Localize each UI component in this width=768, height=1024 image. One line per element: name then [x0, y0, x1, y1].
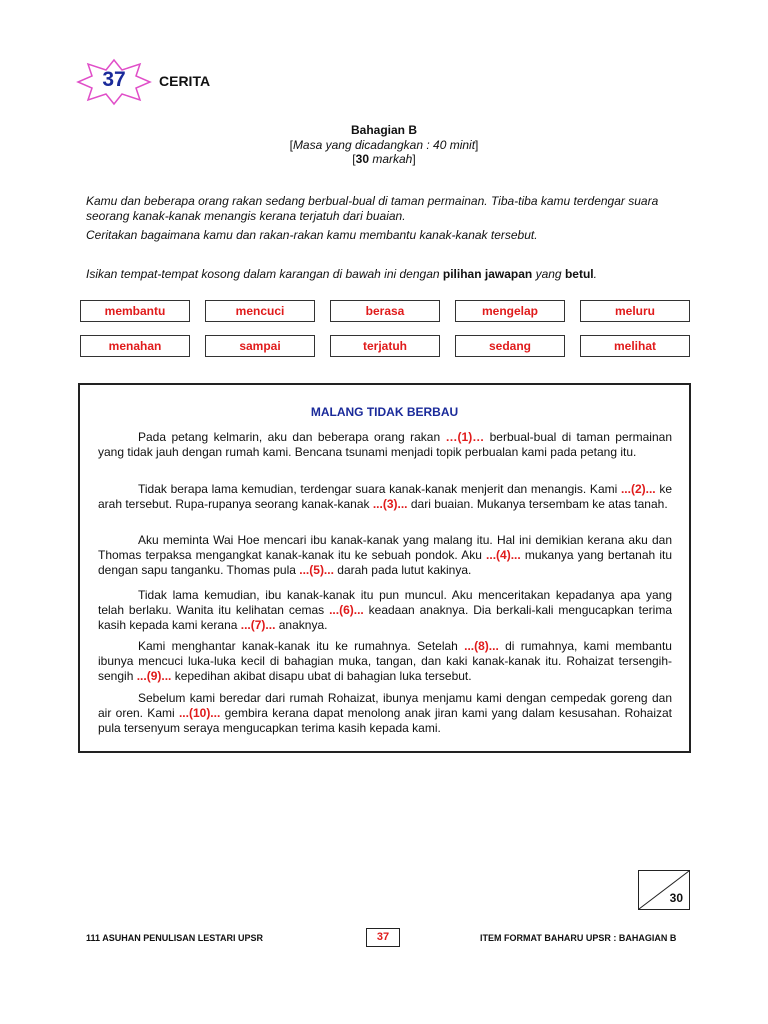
- story-text: berbual-bual di taman permainan yang tidak jauh dengan rumah kami. Bencana tsunami menjadi topik perbualan kami pada petang itu.: [98, 430, 672, 459]
- story-box: [78, 383, 691, 753]
- blank-2: ...(2)...: [620, 482, 656, 496]
- instr-bold-1: pilihan jawapan: [442, 267, 533, 281]
- story-paragraph: [98, 691, 672, 736]
- fill-in-instruction: [86, 267, 696, 282]
- story-paragraph: [98, 482, 672, 512]
- story-text: mukanya yang bertanah itu dengan sapu tanganku. Thomas pula: [98, 548, 672, 577]
- story-paragraph: [98, 533, 672, 578]
- blank-4: ...(4)...: [486, 548, 521, 562]
- score-box: [638, 870, 690, 910]
- blank-6: ...(6)...: [329, 603, 364, 617]
- story-title: MALANG TIDAK BERBAU: [310, 405, 459, 419]
- story-text: Pada petang kelmarin, aku dan beberapa orang rakan: [138, 430, 446, 444]
- blank-3: ...(3)...: [372, 497, 408, 511]
- task-question: Ceritakan bagaimana kamu dan rakan-rakan kamu membantu kanak-kanak tersebut.: [86, 228, 538, 242]
- story-text: anaknya.: [275, 618, 328, 632]
- word-option: mengelap: [455, 300, 565, 322]
- instr-text-1: Isikan tempat-tempat kosong dalam karangan di bawah ini dengan: [86, 267, 443, 281]
- word-option: mencuci: [205, 300, 315, 322]
- footer-left: 111 ASUHAN PENULISAN LESTARI UPSR: [86, 933, 264, 943]
- word-option: sedang: [455, 335, 565, 357]
- part-heading: Bahagian B: [350, 123, 417, 137]
- marks-value: 30: [355, 152, 369, 166]
- story-text: Tidak berapa lama kemudian, terdengar suara kanak-kanak menjerit dan menangis. Kami: [138, 482, 621, 496]
- word-option: melihat: [580, 335, 690, 357]
- footer-right: ITEM FORMAT BAHARU UPSR : BAHAGIAN B: [480, 933, 677, 943]
- story-text: Sebelum kami beredar dari rumah Rohaizat, ibunya menjamu kami dengan cempedak goreng dan air oren. Kami: [98, 691, 672, 720]
- story-paragraph: [98, 430, 672, 460]
- story-text: Kami menghantar kanak-kanak itu ke rumahnya. Setelah: [138, 639, 465, 653]
- word-option: membantu: [80, 300, 190, 322]
- blank-10: ...(10)...: [178, 706, 221, 720]
- story-text: keadaan anaknya. Dia berkali-kali mengucapkan terima kasih kepada kami kerana: [98, 603, 672, 632]
- story-text: darah pada lutut kakinya.: [333, 563, 472, 577]
- score-total: 30: [669, 891, 683, 905]
- section-title: CERITA: [159, 73, 211, 89]
- blank-5: ...(5)...: [299, 563, 334, 577]
- word-option: terjatuh: [330, 335, 440, 357]
- word-option: meluru: [580, 300, 690, 322]
- word-option: menahan: [80, 335, 190, 357]
- story-text: kepedihan akibat disapu ubat di bahagian luka tersebut.: [171, 669, 472, 683]
- story-paragraph: [98, 588, 672, 633]
- diagonal-line-icon: [639, 871, 691, 911]
- time-allocation: [Masa yang dicadangkan : 40 minit]: [289, 138, 479, 152]
- marks-unit: markah: [372, 152, 413, 166]
- story-text: Tidak lama kemudian, ibu kanak-kanak itu pun muncul. Aku menceritakan kepadanya apa yang telah berlaku. Wanita itu kelihatan cemas: [98, 588, 672, 617]
- blank-7: ...(7)...: [240, 618, 276, 632]
- story-paragraph: [98, 639, 672, 684]
- story-text: dari buaian. Mukanya tersembam ke atas tanah.: [407, 497, 668, 511]
- word-option: berasa: [330, 300, 440, 322]
- instr-bold-2: betul: [564, 267, 594, 281]
- instr-text-2: yang: [532, 267, 565, 281]
- footer-page-number: 37: [366, 928, 400, 947]
- blank-1: …(1)…: [445, 430, 485, 444]
- story-text: di rumahnya, kami membantu ibunya mencuci luka-luka kecil di bahagian muka, tangan, dan kaki kanak-kanak itu. Rohaizat tersengih-sengih: [98, 639, 672, 683]
- word-option: sampai: [205, 335, 315, 357]
- blank-8: ...(8)...: [464, 639, 499, 653]
- marks-allocation: [30 markah]: [352, 152, 416, 166]
- page-number-badge: [76, 58, 152, 106]
- blank-9: ...(9)...: [136, 669, 172, 683]
- story-text: ke arah tersebut. Rupa-rupanya seorang kanak-kanak: [98, 482, 672, 511]
- time-label: Masa yang dicadangkan : 40 minit: [292, 138, 476, 152]
- task-description: Kamu dan beberapa orang rakan sedang berbual-bual di taman permainan. Tiba-tiba kamu terdengar suara seorang kanak-kanak menangis kerana terjatuh dari buaian.: [86, 194, 659, 223]
- story-text: Aku meminta Wai Hoe mencari ibu kanak-kanak yang malang itu. Hal ini demikian kerana aku dan Thomas terpaksa mengangkat kanak-kanak itu ke sebuah pondok. Aku: [98, 533, 672, 562]
- instr-text-3: .: [593, 267, 597, 281]
- badge-number: 37: [102, 68, 126, 91]
- story-text: gembira kerana dapat menolong anak jiran kami yang dalam kesusahan. Rohaizat pula tersenyum seraya mengucapkan terima kasih kepada kami.: [98, 706, 672, 735]
